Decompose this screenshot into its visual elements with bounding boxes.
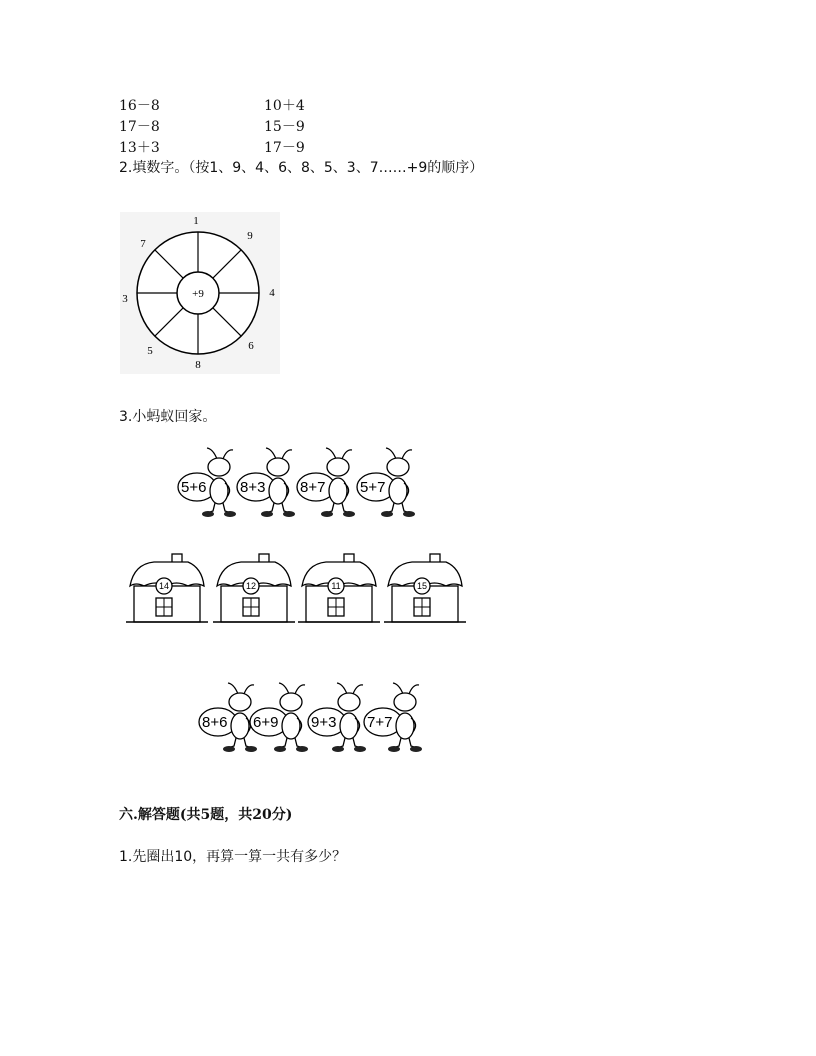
ant-bottom-label-1: 8+6 <box>202 714 228 731</box>
house-2 <box>213 554 295 622</box>
ant-shoe-icon <box>261 511 273 517</box>
ant-top-2 <box>237 448 295 517</box>
ant-bottom-1 <box>199 683 257 752</box>
ant-head-icon <box>338 693 360 711</box>
ant-bottom-4 <box>364 683 422 752</box>
antenna-icon <box>223 450 233 459</box>
ants-bottom-svg <box>193 680 423 760</box>
antenna-icon <box>279 683 289 694</box>
ant-head-icon <box>208 458 230 476</box>
ant-bottom-label-3: 9+3 <box>311 714 337 731</box>
ant-head-icon <box>229 693 251 711</box>
ant-shoe-icon <box>274 746 286 752</box>
ant-head-icon <box>327 458 349 476</box>
ant-shoe-icon <box>321 511 333 517</box>
houses-row <box>124 550 469 630</box>
ant-body-icon <box>389 478 407 504</box>
antenna-icon <box>207 448 217 459</box>
ant-top-4 <box>357 448 415 517</box>
ant-head-icon <box>267 458 289 476</box>
antenna-icon <box>386 448 396 459</box>
question-2-title: 2.填数字。（按1、9、4、6、8、5、3、7……+9的顺序） <box>119 160 484 176</box>
ant-body-icon <box>340 713 358 739</box>
section-6-question-1: 1.先圈出10，再算一算一共有多少？ <box>119 849 347 865</box>
wheel-number-5: 8 <box>195 359 201 371</box>
wheel-number-1: 1 <box>193 215 199 227</box>
antenna-icon <box>282 450 292 459</box>
ant-top-3 <box>297 448 355 517</box>
house-1 <box>126 554 208 622</box>
antenna-icon <box>342 450 352 459</box>
section-6-title: 六.解答题(共5题，共20分) <box>119 807 293 823</box>
ants-top-row <box>172 445 422 525</box>
ant-bottom-2 <box>250 683 308 752</box>
ant-body-icon <box>231 713 249 739</box>
ant-shoe-icon <box>388 746 400 752</box>
antenna-icon <box>337 683 347 694</box>
house-4 <box>384 554 466 622</box>
antenna-icon <box>409 685 419 694</box>
ant-bottom-label-4: 7+7 <box>367 714 393 731</box>
question-3-title: 3.小蚂蚁回家。 <box>119 409 217 425</box>
ant-shoe-icon <box>354 746 366 752</box>
houses-svg <box>124 550 469 630</box>
wheel-number-4: 6 <box>248 340 254 352</box>
house-3 <box>298 554 380 622</box>
ant-top-label-1: 5+6 <box>181 479 207 496</box>
ant-shoe-icon <box>343 511 355 517</box>
wheel-number-3: 4 <box>269 287 275 299</box>
ant-top-label-3: 8+7 <box>300 479 326 496</box>
ant-head-icon <box>387 458 409 476</box>
antenna-icon <box>393 683 403 694</box>
ant-shoe-icon <box>224 511 236 517</box>
ant-body-icon <box>282 713 300 739</box>
number-wheel-svg <box>120 212 280 374</box>
wheel-center-label: +9 <box>192 288 204 300</box>
wheel-number-2: 9 <box>247 230 253 242</box>
ant-shoe-icon <box>245 746 257 752</box>
antenna-icon <box>295 685 305 694</box>
problem-1-right: 10＋4 <box>264 98 305 114</box>
antenna-icon <box>353 685 363 694</box>
wheel-number-6: 5 <box>147 345 153 357</box>
ant-body-icon <box>210 478 228 504</box>
ant-shoe-icon <box>381 511 393 517</box>
problem-3-left: 13＋3 <box>119 140 160 156</box>
ant-top-label-2: 8+3 <box>240 479 266 496</box>
ants-bottom-row <box>193 680 423 760</box>
ant-shoe-icon <box>410 746 422 752</box>
ant-head-icon <box>394 693 416 711</box>
ant-bottom-label-2: 6+9 <box>253 714 279 731</box>
antenna-icon <box>244 685 254 694</box>
ant-top-label-4: 5+7 <box>360 479 386 496</box>
ant-body-icon <box>269 478 287 504</box>
ant-shoe-icon <box>223 746 235 752</box>
problem-1-left: 16－8 <box>119 98 160 114</box>
ant-shoe-icon <box>403 511 415 517</box>
house-number-1: 14 <box>158 581 170 591</box>
ant-shoe-icon <box>332 746 344 752</box>
ant-head-icon <box>280 693 302 711</box>
ant-body-icon <box>396 713 414 739</box>
wheel-number-8: 7 <box>140 238 146 250</box>
ant-bottom-3 <box>308 683 366 752</box>
ant-shoe-icon <box>296 746 308 752</box>
antenna-icon <box>228 683 238 694</box>
number-wheel <box>120 212 280 374</box>
antenna-icon <box>402 450 412 459</box>
antenna-icon <box>326 448 336 459</box>
ant-body-icon <box>329 478 347 504</box>
ant-shoe-icon <box>283 511 295 517</box>
problem-2-left: 17－8 <box>119 119 160 135</box>
house-number-2: 12 <box>245 581 257 591</box>
house-number-4: 15 <box>416 581 428 591</box>
house-number-3: 11 <box>331 581 341 591</box>
antenna-icon <box>266 448 276 459</box>
wheel-number-7: 3 <box>122 293 128 305</box>
problem-3-right: 17－9 <box>264 140 305 156</box>
ant-shoe-icon <box>202 511 214 517</box>
problem-2-right: 15－9 <box>264 119 305 135</box>
ants-top-svg <box>172 445 422 525</box>
ant-top-1 <box>178 448 236 517</box>
